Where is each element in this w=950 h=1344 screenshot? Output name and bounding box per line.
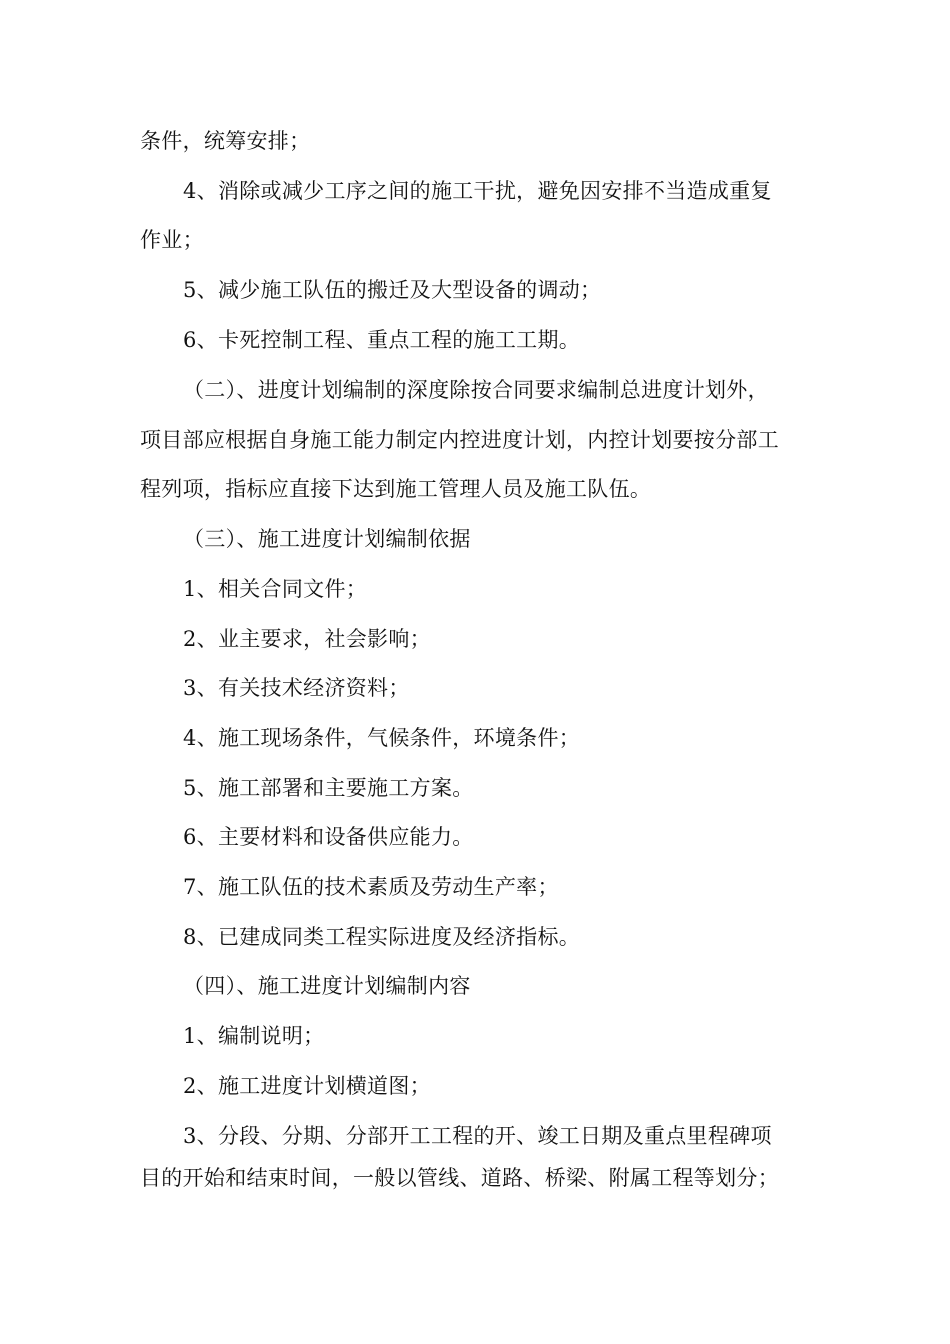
text-line: 1、相关合同文件； bbox=[183, 577, 368, 601]
text-line: 作业； bbox=[140, 228, 204, 252]
text-line: 8、已建成同类工程实际进度及经济指标。 bbox=[183, 925, 581, 949]
section-heading: （三）、施工进度计划编制依据 bbox=[183, 527, 471, 551]
text-line: 5、减少施工队伍的搬迁及大型设备的调动； bbox=[183, 278, 602, 302]
section-heading: （四）、施工进度计划编制内容 bbox=[183, 974, 471, 998]
text-line: 3、分段、分期、分部开工工程的开、竣工日期及重点里程碑项 bbox=[183, 1124, 772, 1148]
text-line: 2、业主要求，社会影响； bbox=[183, 627, 431, 651]
text-line: 5、施工部署和主要施工方案。 bbox=[183, 776, 474, 800]
text-line: 程列项，指标应直接下达到施工管理人员及施工队伍。 bbox=[140, 477, 652, 501]
text-line: 1、编制说明； bbox=[183, 1024, 325, 1048]
text-line: 条件，统筹安排； bbox=[140, 129, 311, 153]
text-line: 目的开始和结束时间，一般以管线、道路、桥梁、附属工程等划分； bbox=[140, 1166, 779, 1190]
text-line: 4、消除或减少工序之间的施工干扰，避免因安排不当造成重复 bbox=[183, 179, 772, 203]
text-line: （二）、进度计划编制的深度除按合同要求编制总进度计划外， bbox=[183, 378, 769, 402]
text-line: 项目部应根据自身施工能力制定内控进度计划，内控计划要按分部工 bbox=[140, 428, 779, 452]
text-line: 7、施工队伍的技术素质及劳动生产率； bbox=[183, 875, 559, 899]
text-line: 6、主要材料和设备供应能力。 bbox=[183, 825, 474, 849]
text-line: 4、施工现场条件，气候条件，环境条件； bbox=[183, 726, 581, 750]
text-line: 2、施工进度计划横道图； bbox=[183, 1074, 431, 1098]
text-line: 6、卡死控制工程、重点工程的施工工期。 bbox=[183, 328, 581, 352]
text-line: 3、有关技术经济资料； bbox=[183, 676, 410, 700]
